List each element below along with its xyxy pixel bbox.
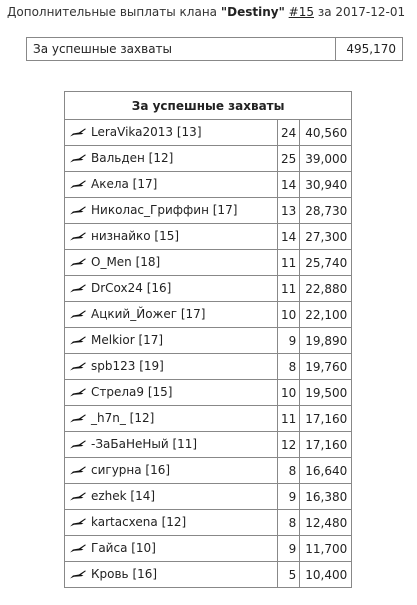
airplane-icon — [70, 464, 86, 478]
payout-amount: 10,400 — [300, 562, 352, 588]
capture-count: 14 — [278, 224, 300, 250]
payout-amount: 16,380 — [300, 484, 352, 510]
table-row — [65, 354, 352, 380]
table-row — [65, 510, 352, 536]
table-row — [65, 536, 352, 562]
player-name[interactable]: O_Men [18] — [91, 255, 161, 270]
payout-amount: 30,940 — [300, 172, 352, 198]
capture-count: 10 — [278, 302, 300, 328]
capture-count: 8 — [278, 458, 300, 484]
player-cell — [65, 406, 278, 432]
player-name[interactable]: -ЗаБаНеНый [11] — [91, 437, 198, 452]
capture-count: 8 — [278, 354, 300, 380]
airplane-icon — [70, 256, 86, 270]
table-row — [65, 380, 352, 406]
player-cell — [65, 510, 278, 536]
capture-count: 11 — [278, 250, 300, 276]
player-name[interactable]: Николас_Гриффин [17] — [91, 203, 238, 218]
payout-amount: 17,160 — [300, 432, 352, 458]
capture-count: 14 — [278, 172, 300, 198]
player-name[interactable]: Акела [17] — [91, 177, 158, 192]
player-name[interactable]: _h7n_ [12] — [91, 411, 155, 426]
payout-amount: 22,100 — [300, 302, 352, 328]
player-name[interactable]: spb123 [19] — [91, 359, 164, 374]
summary-row — [27, 38, 403, 61]
table-row — [65, 302, 352, 328]
airplane-icon — [70, 412, 86, 426]
player-cell — [65, 198, 278, 224]
player-cell — [65, 120, 278, 146]
airplane-icon — [70, 542, 86, 556]
table-row — [65, 250, 352, 276]
payout-amount: 19,760 — [300, 354, 352, 380]
table-row — [65, 198, 352, 224]
header-date: 2017-12-01 — [335, 5, 406, 19]
capture-count: 8 — [278, 510, 300, 536]
airplane-icon — [70, 516, 86, 530]
payout-amount: 39,000 — [300, 146, 352, 172]
capture-count: 11 — [278, 406, 300, 432]
airplane-icon — [70, 308, 86, 322]
captures-table-title: За успешные захваты — [65, 92, 352, 120]
airplane-icon — [70, 360, 86, 374]
capture-count: 9 — [278, 484, 300, 510]
capture-count: 12 — [278, 432, 300, 458]
payout-amount: 22,880 — [300, 276, 352, 302]
date-prefix: за — [317, 5, 332, 19]
page-header — [7, 5, 417, 19]
table-row — [65, 484, 352, 510]
capture-count: 25 — [278, 146, 300, 172]
capture-count: 13 — [278, 198, 300, 224]
payout-amount: 19,890 — [300, 328, 352, 354]
table-row — [65, 406, 352, 432]
player-name[interactable]: Гайса [10] — [91, 541, 156, 556]
airplane-icon — [70, 178, 86, 192]
payout-amount: 12,480 — [300, 510, 352, 536]
summary-table — [26, 37, 403, 61]
table-row — [65, 328, 352, 354]
player-cell — [65, 276, 278, 302]
captures-table-body — [65, 120, 352, 588]
player-name[interactable]: Melkior [17] — [91, 333, 164, 348]
capture-count: 11 — [278, 276, 300, 302]
table-row — [65, 172, 352, 198]
player-cell — [65, 484, 278, 510]
player-cell — [65, 458, 278, 484]
capture-count: 5 — [278, 562, 300, 588]
player-name[interactable]: Вальден [12] — [91, 151, 174, 166]
player-cell — [65, 172, 278, 198]
player-cell — [65, 354, 278, 380]
player-cell — [65, 250, 278, 276]
payout-amount: 11,700 — [300, 536, 352, 562]
issue-link[interactable]: #15 — [288, 5, 314, 19]
player-cell — [65, 432, 278, 458]
player-cell — [65, 328, 278, 354]
capture-count: 24 — [278, 120, 300, 146]
airplane-icon — [70, 204, 86, 218]
capture-count: 9 — [278, 536, 300, 562]
airplane-icon — [70, 230, 86, 244]
table-row — [65, 120, 352, 146]
player-name[interactable]: LeraVika2013 [13] — [91, 125, 202, 140]
airplane-icon — [70, 126, 86, 140]
capture-count: 9 — [278, 328, 300, 354]
airplane-icon — [70, 334, 86, 348]
player-cell — [65, 536, 278, 562]
player-cell — [65, 302, 278, 328]
airplane-icon — [70, 438, 86, 452]
airplane-icon — [70, 386, 86, 400]
captures-table — [64, 91, 352, 588]
player-name[interactable]: kartacxena [12] — [91, 515, 187, 530]
payout-amount: 16,640 — [300, 458, 352, 484]
player-name[interactable]: низнайко [15] — [91, 229, 180, 244]
clan-name: "Destiny" — [220, 5, 285, 19]
table-row — [65, 458, 352, 484]
payout-amount: 27,300 — [300, 224, 352, 250]
table-row — [65, 562, 352, 588]
player-name[interactable]: Кровь [16] — [91, 567, 158, 582]
table-row — [65, 276, 352, 302]
payout-amount: 40,560 — [300, 120, 352, 146]
header-prefix: Дополнительные выплаты клана — [7, 5, 218, 19]
player-name[interactable]: Ацкий_Йожег [17] — [91, 307, 206, 322]
player-cell — [65, 146, 278, 172]
summary-label: За успешные захваты — [27, 38, 336, 61]
airplane-icon — [70, 490, 86, 504]
payout-amount: 28,730 — [300, 198, 352, 224]
player-cell — [65, 224, 278, 250]
player-name[interactable]: сигурна [16] — [91, 463, 171, 478]
summary-value: 495,170 — [336, 38, 403, 61]
airplane-icon — [70, 568, 86, 582]
payout-amount: 17,160 — [300, 406, 352, 432]
payout-amount: 19,500 — [300, 380, 352, 406]
airplane-icon — [70, 282, 86, 296]
table-row — [65, 432, 352, 458]
player-name[interactable]: DrCox24 [16] — [91, 281, 172, 296]
airplane-icon — [70, 152, 86, 166]
captures-header-row — [65, 92, 352, 120]
player-cell — [65, 380, 278, 406]
player-cell — [65, 562, 278, 588]
player-name[interactable]: ezhek [14] — [91, 489, 156, 504]
capture-count: 10 — [278, 380, 300, 406]
table-row — [65, 146, 352, 172]
player-name[interactable]: Стрела9 [15] — [91, 385, 173, 400]
payout-amount: 25,740 — [300, 250, 352, 276]
table-row — [65, 224, 352, 250]
